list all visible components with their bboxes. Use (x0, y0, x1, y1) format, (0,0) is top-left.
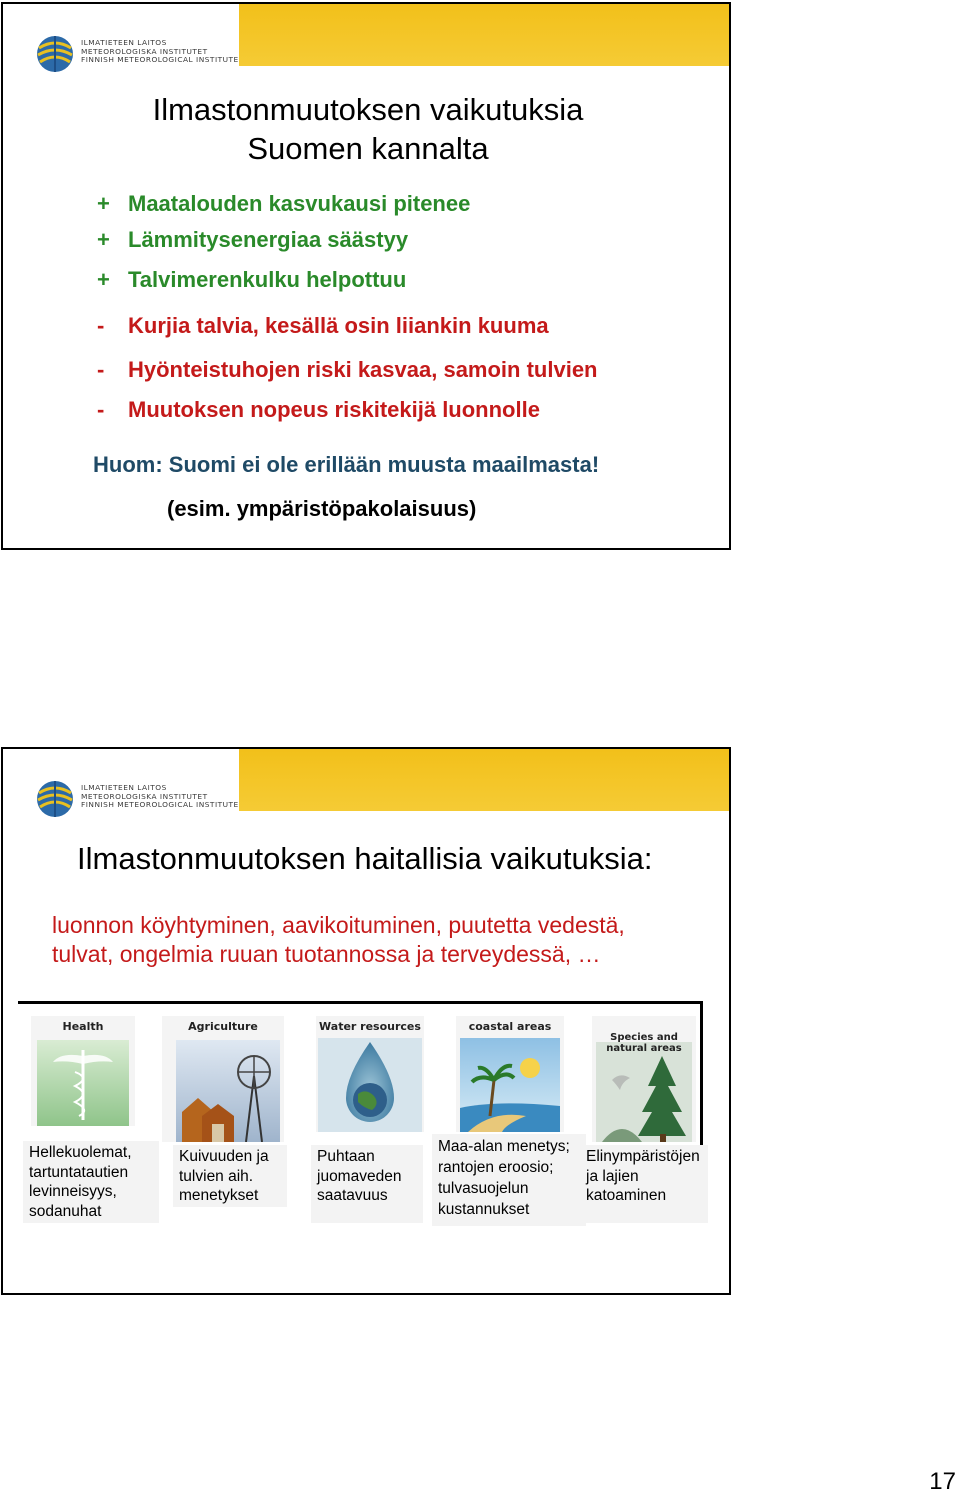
plus-icon: + (97, 191, 110, 216)
caption-line: katoaminen (586, 1187, 667, 1204)
caption-line: rantojen eroosio; (438, 1159, 554, 1176)
logo-line: METEOROLOGISKA INSTITUTET (81, 46, 208, 56)
bullet-item (97, 191, 470, 217)
logo-line: METEOROLOGISKA INSTITUTET (81, 791, 208, 801)
logo-text (81, 784, 239, 810)
slide-title: Ilmastonmuutoksen haitallisia vaikutuksia: (77, 841, 653, 876)
caption-agriculture (173, 1145, 287, 1207)
water-image (316, 1016, 424, 1126)
bullet-item (97, 267, 406, 293)
windmill-barn-icon (162, 1016, 284, 1142)
caption-line: Elinympäristöjen (586, 1148, 700, 1165)
caption-line: menetykset (179, 1187, 259, 1204)
bullet-text: Maatalouden kasvukausi pitenee (128, 191, 471, 216)
logo-line: FINNISH METEOROLOGICAL INSTITUTE (81, 55, 239, 65)
image-label: Health (62, 1020, 104, 1033)
slide-header (3, 4, 729, 66)
subtitle-line: luonnon köyhtyminen, aavikoituminen, puutetta vedestä, (52, 912, 625, 938)
caption-line: levinneisyys, (29, 1183, 117, 1200)
image-label: coastal areas (468, 1020, 552, 1033)
bullet-item (97, 357, 598, 383)
title-line: Ilmastonmuutoksen vaikutuksia (152, 92, 584, 127)
caption-health (23, 1141, 159, 1223)
water-drop-globe-icon (316, 1016, 424, 1132)
caption-line: Kuivuuden ja (179, 1148, 269, 1165)
species-image (592, 1016, 696, 1126)
bullet-item (97, 227, 408, 253)
caption-line: juomaveden (317, 1167, 402, 1185)
bullet-text: Kurjia talvia, kesällä osin liiankin kuuma (128, 313, 549, 338)
caption-line: saatavuus (317, 1187, 388, 1204)
caption-coastal (432, 1134, 586, 1226)
logo-line: FINNISH METEOROLOGICAL INSTITUTE (81, 800, 239, 810)
caption-water (311, 1145, 423, 1223)
caption-line: kustannukset (438, 1201, 530, 1218)
slide-header (3, 749, 729, 811)
bullet-item (97, 397, 540, 423)
page-number: 17 (929, 1468, 956, 1495)
note-text: Huom: Suomi ei ole erillään muusta maailmasta! (93, 452, 600, 477)
logo-line: ILMATIETEEN LAITOS (81, 38, 167, 47)
palm-beach-icon (456, 1016, 564, 1132)
caption-line: tartuntatautien (29, 1163, 129, 1181)
agriculture-image (162, 1016, 284, 1126)
minus-icon: - (97, 397, 105, 422)
caption-line: tulvien aih. (179, 1167, 254, 1185)
caption-line: Hellekuolemat, (29, 1144, 132, 1161)
bullet-text: Hyönteistuhojen riski kasvaa, samoin tulvien (128, 357, 598, 382)
slide-1 (1, 2, 731, 550)
title-line: Suomen kannalta (247, 131, 489, 166)
bullet-item (97, 313, 549, 339)
caption-line: ja lajien (586, 1167, 639, 1185)
caption-line: Maa-alan menetys; (438, 1138, 570, 1155)
caption-line: Puhtaan (317, 1148, 375, 1165)
caption-line: sodanuhat (29, 1202, 102, 1220)
bullet-text: Muutoksen nopeus riskitekijä luonnolle (128, 397, 540, 422)
image-label: Agriculture (188, 1020, 258, 1033)
minus-icon: - (97, 357, 105, 382)
logo-line: ILMATIETEEN LAITOS (81, 783, 167, 792)
bullet-text: Lämmitysenergiaa säästyy (128, 227, 409, 252)
subtitle-line: tulvat, ongelmia ruuan tuotannossa ja terveydessä, … (52, 941, 601, 967)
plus-icon: + (97, 227, 110, 252)
globe-icon (35, 779, 75, 819)
logo-text (81, 39, 239, 65)
yellow-header-band (239, 4, 729, 66)
plus-icon: + (97, 267, 110, 292)
minus-icon: - (97, 313, 105, 338)
bullet-text: Talvimerenkulku helpottuu (128, 267, 407, 292)
image-label: Water resources (319, 1020, 421, 1033)
image-label: Species and natural areas (606, 1032, 682, 1054)
slide-2 (1, 747, 731, 1295)
slide-title (23, 90, 713, 168)
caption-line: tulvasuojelun (438, 1180, 529, 1197)
caption-species (580, 1145, 708, 1223)
health-image (31, 1016, 135, 1126)
yellow-header-band (239, 749, 729, 811)
coastal-image (456, 1016, 564, 1126)
globe-icon (35, 34, 75, 74)
note-example: (esim. ympäristöpakolaisuus) (167, 496, 477, 521)
